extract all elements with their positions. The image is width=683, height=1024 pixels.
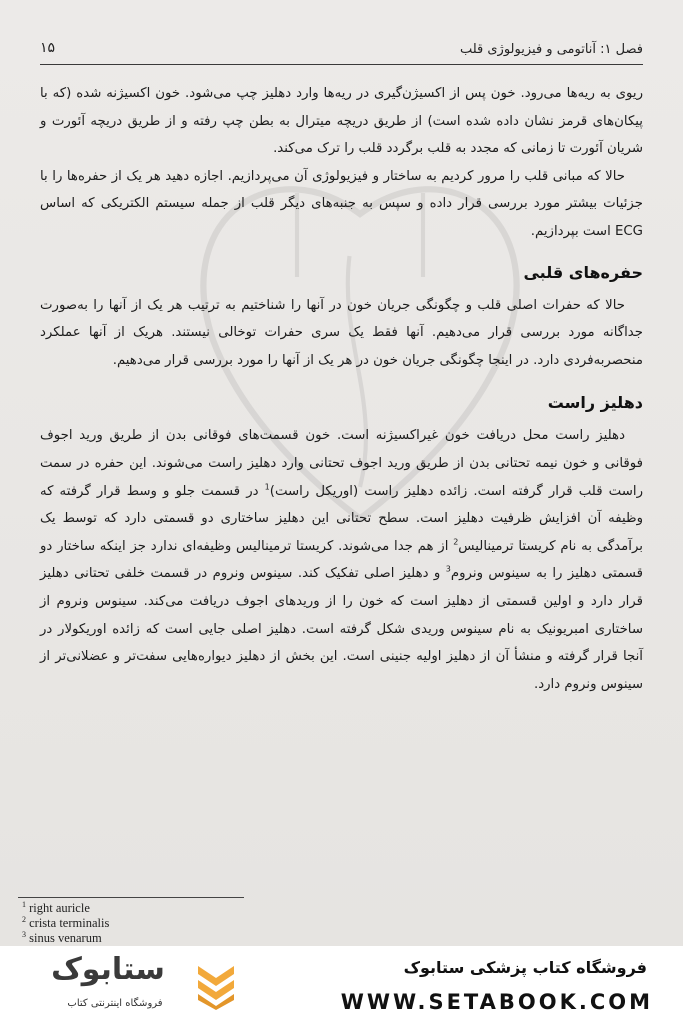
- footnote-text: crista terminalis: [29, 916, 110, 930]
- logo-wordmark: ستابوک: [51, 952, 165, 987]
- footnote-number: 3: [22, 929, 26, 939]
- paragraph-text: دهلیز راست محل دریافت خون غیراکسیژنه است. خون قسمت‌های فوقانی بدن از طریق ورید اجوف فوقانی و خون نیمه تحتانی بدن از طریق ورید اجوف تحتانی وارد دهلیز راست می‌شوند. این حفره در سمت راست قلب قرار گرفته است. زائده دهلیز راست (اوریکل راست): [40, 428, 643, 499]
- footnote-ref: 1: [264, 482, 270, 492]
- footnotes: [22, 901, 322, 946]
- logo-tagline: فروشگاه اینترنتی کتاب: [67, 998, 163, 1009]
- subsection-heading: دهلیز راست: [547, 393, 643, 413]
- page-header: [40, 36, 643, 65]
- setabook-logo-icon: [194, 960, 238, 1010]
- store-banner: [0, 946, 683, 1024]
- section-heading: حفره‌های قلبی: [523, 262, 643, 282]
- footnote: [22, 916, 322, 931]
- page-body: [40, 80, 643, 698]
- footnote-ref: 2: [453, 537, 459, 547]
- footnote-divider: [18, 897, 244, 898]
- paragraph: حالا که حفرات اصلی قلب و چگونگی جریان خون در آنها را شناختیم به ترتیب هر یک از آنها را به‌صورت جداگانه مورد بررسی قرار می‌دهیم. آنها فقط یک سری حفرات توخالی نیستند. هریک از آنها عملکرد منحصربه‌فردی دارد. در اینجا چگونگی جریان خون در هر یک از آنها را مورد بررسی قرار می‌دهیم.: [40, 297, 643, 368]
- page-number: ۱۵: [40, 40, 56, 56]
- paragraph: حالا که مبانی قلب را مرور کردیم به ساختار و فیزیولوژی آن می‌پردازیم. اجازه دهید هر یک از حفره‌ها را با جزئیات بیشتر مورد بررسی قرار داده و سپس به جنبه‌های دیگر قلب از جمله سیستم الکتریکی که اساس ECG است بپردازیم.: [40, 168, 643, 239]
- footnote-text: right auricle: [29, 901, 90, 915]
- chapter-title: فصل ۱: آناتومی و فیزیولوژی قلب: [459, 42, 643, 57]
- store-name: فروشگاه کتاب پزشکی ستابوک: [403, 958, 647, 977]
- paragraph: [40, 422, 643, 698]
- footnote-number: 2: [22, 914, 26, 924]
- footnote: [22, 901, 322, 916]
- footnote-ref: 3: [445, 564, 451, 574]
- footnote: [22, 931, 322, 946]
- paragraph: ریوی به ریه‌ها می‌رود. خون پس از اکسیژن‌گیری در ریه‌ها وارد دهلیز چپ می‌شود. خون اکسیژنه شده (که با پیکان‌های قرمز نشان داده شده است) از طریق دریچه میترال به بطن چپ رفته و از طریق دریچه آئورت و شریان آئورت تا زمانی که مجدد به قلب برگردد قلب را ترک می‌کند.: [40, 86, 643, 157]
- store-url: WWW.SETABOOK.COM: [340, 990, 653, 1014]
- paragraph-text: از هم جدا می‌شوند. کریستا ترمینالیس وظیفه‌ای ندارد جز اینکه ساختار دو قسمتی دهلیز را به سینوس ونروم: [40, 538, 643, 582]
- footnote-number: 1: [22, 899, 26, 909]
- footnote-text: sinus venarum: [29, 931, 102, 945]
- paragraph-text: در قسمت جلو و وسط قرار گرفته که وظیفه آن افزایش ظرفیت دهلیز است. سطح تحتانی این دهلیز ساختاری دو قسمتی دارد که توسط یک برآمدگی به نام کریستا ترمینالیس: [40, 483, 643, 554]
- paragraph-text: و دهلیز اصلی تفکیک کند. سینوس ونروم در قسمت خلفی تحتانی دهلیز قرار دارد و اولین قسمتی از دهلیز است که خون را از وریدهای اجوف دریافت می‌کند. سینوس ونروم از ساختاری امبریونیک به نام سینوس وریدی شکل گرفته است. دهلیز اصلی جایی است که زائده اوریکولار در آنجا قرار گرفته و منشأ آن از دهلیز اولیه جنینی است. این بخش از دهلیز دیواره‌هایی سفت‌تر و عضلانی‌تر از سینوس ونروم دارد.: [40, 566, 643, 692]
